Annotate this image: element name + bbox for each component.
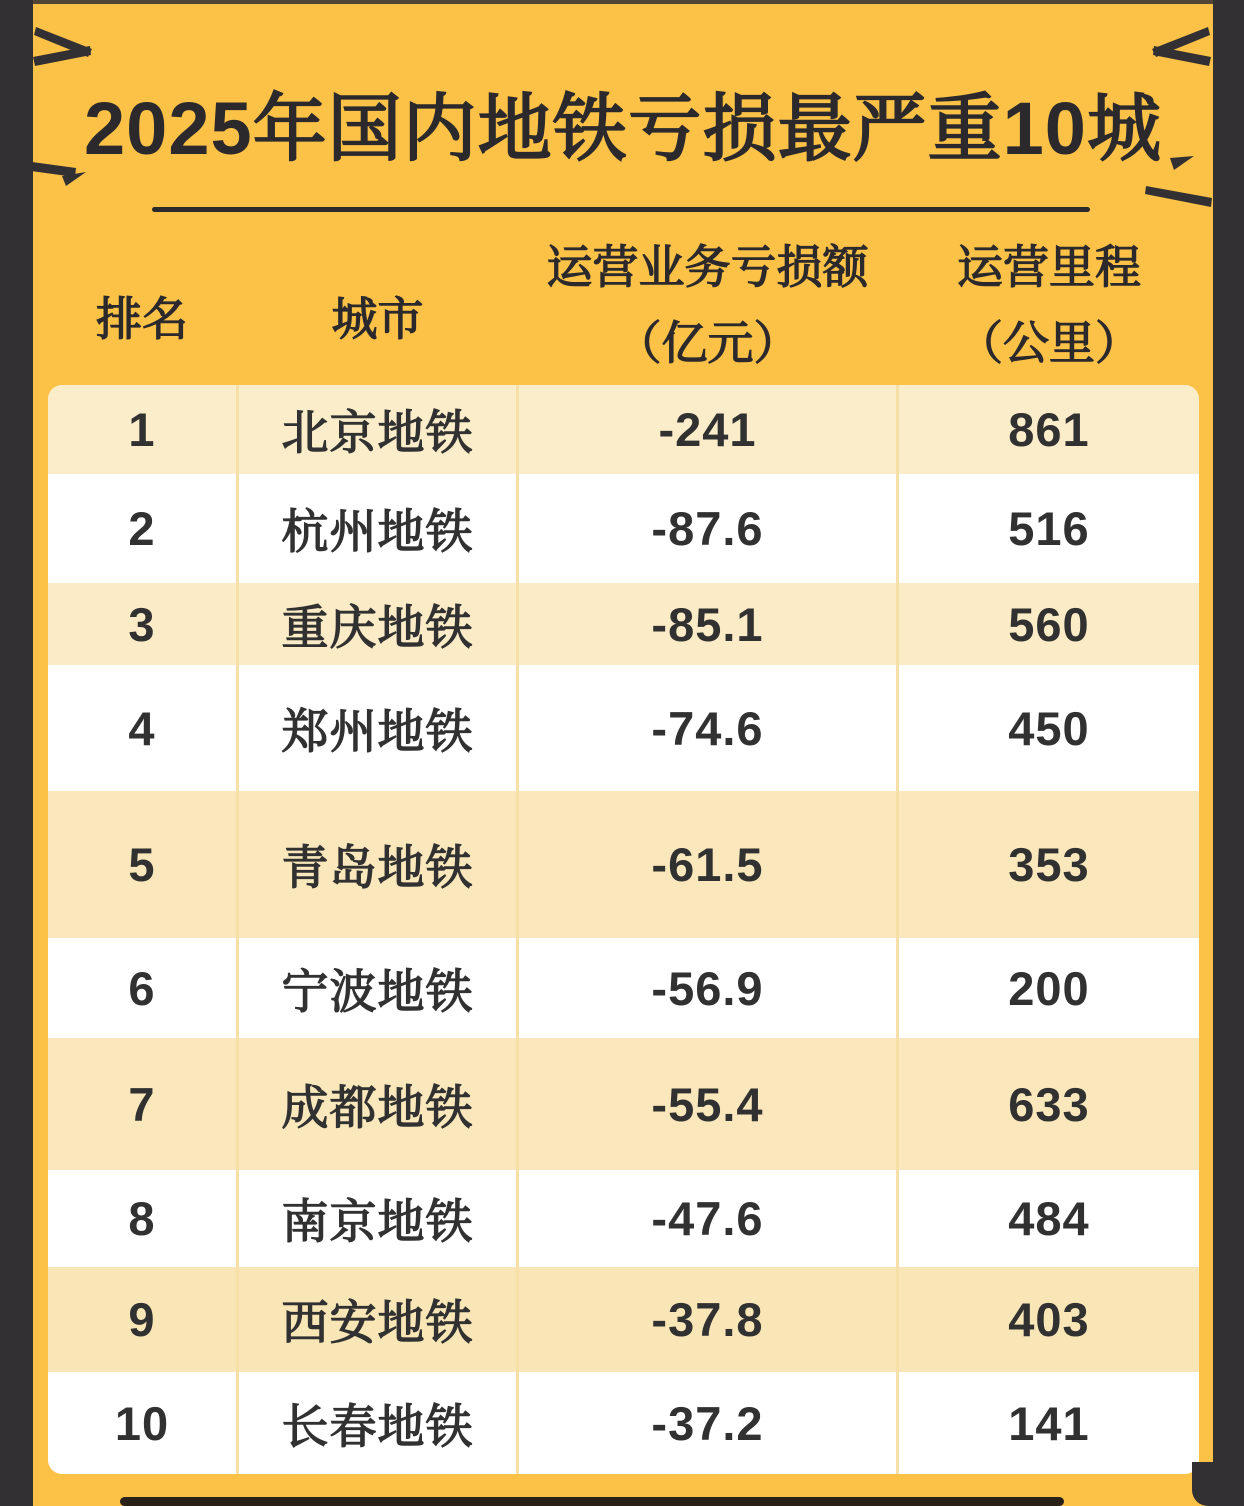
rank-cell: 3 <box>48 583 236 665</box>
mileage-cell: 861 <box>899 385 1199 474</box>
rank-cell: 8 <box>48 1170 236 1267</box>
frame-bottom-right-corner <box>1192 1462 1244 1506</box>
loss-cell: -37.2 <box>519 1372 896 1474</box>
frame-right <box>1213 0 1244 1506</box>
column-header-mileage <box>899 231 1199 381</box>
mileage-cell: 353 <box>899 791 1199 938</box>
table-row <box>48 791 1199 938</box>
city-cell: 杭州地铁 <box>239 474 516 583</box>
loss-cell: -55.4 <box>519 1038 896 1170</box>
column-header-city <box>239 231 516 381</box>
bottom-divider-bar <box>120 1497 1064 1506</box>
table-row <box>48 1267 1199 1372</box>
column-header-mileage-label: 运营里程 <box>957 241 1141 294</box>
column-header-city-label: 城市 <box>331 293 424 346</box>
loss-cell: -74.6 <box>519 665 896 791</box>
rank-cell: 9 <box>48 1267 236 1372</box>
mileage-cell: 516 <box>899 474 1199 583</box>
rank-cell: 2 <box>48 474 236 583</box>
loss-cell: -56.9 <box>519 938 896 1038</box>
city-cell: 北京地铁 <box>239 385 516 474</box>
rank-cell: 5 <box>48 791 236 938</box>
loss-cell: -37.8 <box>519 1267 896 1372</box>
mileage-cell: 200 <box>899 938 1199 1038</box>
table-row <box>48 665 1199 791</box>
mileage-cell: 633 <box>899 1038 1199 1170</box>
city-cell: 青岛地铁 <box>239 791 516 938</box>
title-underline <box>152 207 1090 212</box>
rank-cell: 7 <box>48 1038 236 1170</box>
city-cell: 长春地铁 <box>239 1372 516 1474</box>
table-row <box>48 1372 1199 1474</box>
city-cell: 成都地铁 <box>239 1038 516 1170</box>
table-row <box>48 938 1199 1038</box>
rank-cell: 1 <box>48 385 236 474</box>
table-row <box>48 583 1199 665</box>
frame-top <box>0 0 1244 4</box>
city-cell: 西安地铁 <box>239 1267 516 1372</box>
mileage-cell: 403 <box>899 1267 1199 1372</box>
city-cell: 宁波地铁 <box>239 938 516 1038</box>
table-row <box>48 1038 1199 1170</box>
table-row <box>48 474 1199 583</box>
column-header-loss-unit: （亿元） <box>615 317 800 369</box>
column-header-loss <box>519 231 896 381</box>
rank-cell: 10 <box>48 1372 236 1474</box>
table-row <box>48 1170 1199 1267</box>
mileage-cell: 141 <box>899 1372 1199 1474</box>
table-header <box>48 231 1199 381</box>
column-header-rank <box>48 231 236 381</box>
city-cell: 南京地铁 <box>239 1170 516 1267</box>
frame-left <box>0 0 33 1506</box>
column-header-loss-label: 运营业务亏损额 <box>546 241 869 294</box>
mileage-cell: 560 <box>899 583 1199 665</box>
table-row <box>48 385 1199 474</box>
loss-cell: -87.6 <box>519 474 896 583</box>
loss-cell: -85.1 <box>519 583 896 665</box>
loss-cell: -241 <box>519 385 896 474</box>
table-body <box>48 385 1199 1474</box>
rank-cell: 6 <box>48 938 236 1038</box>
mileage-cell: 484 <box>899 1170 1199 1267</box>
column-header-rank-label: 排名 <box>96 293 188 346</box>
column-header-mileage-unit: （公里） <box>957 317 1141 369</box>
loss-cell: -47.6 <box>519 1170 896 1267</box>
rank-cell: 4 <box>48 665 236 791</box>
loss-cell: -61.5 <box>519 791 896 938</box>
page-title: 2025年国内地铁亏损最严重10城 <box>84 87 1162 170</box>
city-cell: 重庆地铁 <box>239 583 516 665</box>
mileage-cell: 450 <box>899 665 1199 791</box>
city-cell: 郑州地铁 <box>239 665 516 791</box>
